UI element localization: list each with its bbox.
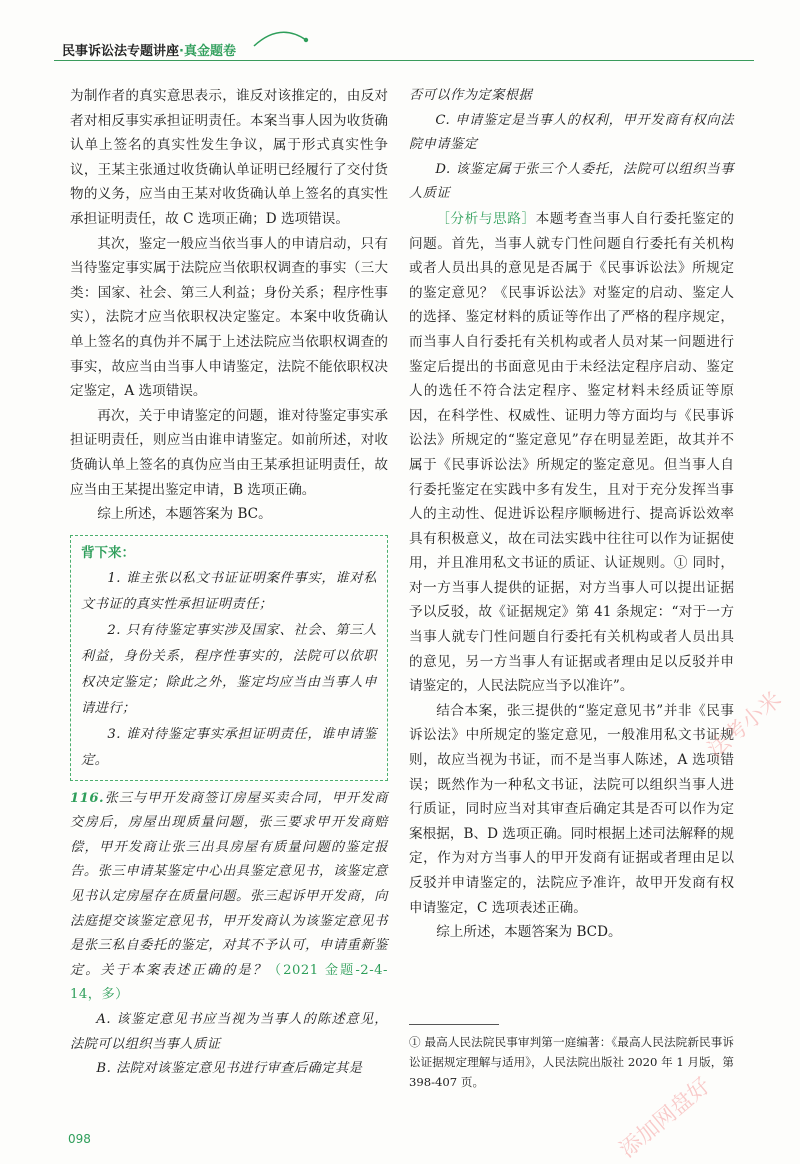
option-b-continued: 否可以作为定案根据: [409, 88, 533, 103]
option-a: A. 该鉴定意见书应当视为当事人的陈述意见，法院可以组织当事人质证: [70, 1012, 388, 1052]
watermark-1: 法考小米: [703, 687, 787, 763]
memorize-item-3: 3. 谁对待鉴定事实承担证明责任，谁申请鉴定。: [81, 726, 377, 768]
memorize-box-title: 背下来：: [81, 544, 135, 561]
header-title-sub: 真金题卷: [183, 44, 236, 59]
watermark-2: 添加网盘好: [615, 1073, 716, 1163]
left-paragraph-1: 为制作者的真实意思表示，谁反对该推定的，由反对者对相反事实承担证明责任。本案当事人因为收货确认单上签名的真实性发生争议，属于形式真实性争议，王某主张通过收货确认单证明已经履行了交付货物的义务，应当由王某对收货确认单上签名的真实性承担证明责任，故 C 选项正确；D 选项错误。: [70, 88, 388, 227]
page-header: [54, 36, 754, 66]
memorize-item-1: 1. 谁主张以私文书证证明案件事实，谁对私文书证的真实性承担证明责任；: [81, 570, 377, 612]
analysis-text: 本题考查当事人自行委托鉴定的问题。首先，当事人就专门性问题自行委托有关机构或者人员出具的意见是否属于《民事诉讼法》所规定的鉴定意见？《民事诉讼法》对鉴定的启动、鉴定人的选择、鉴定材料的质证等作出了严格的程序规定，而当事人自行委托有关机构或者人员对某一问题进行鉴定后提出的书面意见由于未经法定程序启动、鉴定人的选任不符合法定程序、鉴定材料未经质证等原因，在科学性、权威性、证明力等方面均与《民事诉讼法》所规定的“鉴定意见”存在明显差距，故其并不属于《民事诉讼法》所规定的鉴定意见。但当事人自行委托鉴定在实践中多有发生，且对于充分发挥当事人的主动性、促进诉讼程序顺畅进行、提高诉讼效率具有积极意义，故在司法实践中往往可以作为证据使用，并且准用私文书证的质证、认证规则。① 同时，对一方当事人提供的证据，对方当事人可以提出证据予以反驳，故《证据规定》第 41 条规定：“对于一方当事人就专门性问题自行委托有关机构或者人员出具的意见，另一方当事人有证据或者理由足以反驳并申请鉴定的，人民法院应当予以准许”。: [409, 210, 735, 695]
option-b: B. 法院对该鉴定意见书进行审查后确定其是: [96, 1061, 363, 1077]
footnote-rule: [409, 1024, 499, 1025]
option-c: C. 申请鉴定是当事人的权利，甲开发商有权向法院申请鉴定: [409, 112, 734, 153]
question-text: 张三与甲开发商签订房屋买卖合同，甲开发商交房后，房屋出现质量问题，张三要求甲开发商赔偿，甲开发商让张三出具房屋有质量问题的鉴定报告。张三申请某鉴定中心出具鉴定意见书，该鉴定意见书认定房屋存在质量问题。张三起诉甲开发商，向法庭提交该鉴定意见书，甲开发商认为该鉴定意见书是张三私自委托的鉴定，对其不予认可，申请重新鉴定。关于本案表述正确的是？: [70, 790, 388, 978]
analysis-paragraph-1: [409, 207, 734, 699]
header-title-sep: ·: [179, 44, 184, 59]
right-column: [409, 84, 734, 945]
left-paragraph-3: 再次，关于申请鉴定的问题，谁对待鉴定事实承担证明责任，则应当由谁申请鉴定。如前所述，对收货确认单上签名的真伪应当由王某承担证明责任，故应当由王某提出鉴定申请，B 选项正确。: [70, 407, 388, 498]
memorize-box: [70, 535, 388, 781]
left-column: [70, 84, 388, 1082]
page-number: 098: [68, 1132, 91, 1146]
header-arc-decoration: [250, 26, 310, 48]
left-paragraph-2: 其次，鉴定一般应当依当事人的申请启动，只有当待鉴定事实属于法院应当依职权调查的事实（三大类：国家、社会、第三人利益；身份关系；程序性事实），法院才应当依职权决定鉴定。本案中收货确认单上签名的真伪并不属于上述法院应当依职权调查的事实，故应当由当事人申请鉴定，法院不能依职权决定鉴定，A 选项错误。: [70, 235, 388, 400]
option-d: D. 该鉴定属于张三个人委托，法院可以组织当事人质证: [409, 161, 734, 202]
analysis-paragraph-3: 综上所述，本题答案为 BCD。: [436, 924, 622, 941]
question-source: （2021 金题-2-4-14，多）: [70, 962, 388, 1003]
analysis-tag: ［分析与思路］: [436, 210, 536, 227]
question-number: 116.: [70, 790, 105, 806]
question-116: [70, 787, 388, 1008]
header-title: [62, 40, 236, 59]
header-rule: [54, 60, 754, 61]
header-title-main: 民事诉讼法专题讲座: [62, 44, 180, 59]
memorize-item-2: 2. 只有待鉴定事实涉及国家、社会、第三人利益，身份关系，程序性事实的，法院可以依职权决定鉴定；除此之外，鉴定均应当由当事人申请进行；: [81, 622, 377, 716]
left-paragraph-4: 综上所述，本题答案为 BC。: [97, 506, 272, 523]
footnote: ① 最高人民法院民事审判第一庭编著：《最高人民法院新民事诉讼证据规定理解与适用》，人民法院出版社 2020 年 1 月版，第 398-407 页。: [409, 1035, 734, 1089]
analysis-paragraph-2: 结合本案，张三提供的“鉴定意见书”并非《民事诉讼法》中所规定的鉴定意见，一般准用私文书证规则，故应当视为书证，而不是当事人陈述，A 选项错误；既然作为一种私文书证，法院可以组织当事人进行质证，同时应当对其审查后确定其是否可以作为定案根据，B、D 选项正确。同时根据上述司法解释的规定，作为对方当事人的甲开发商有证据或者理由足以反驳并申请鉴定的，法院应予准许，故甲开发商有权申请鉴定，C 选项表述正确。: [409, 702, 734, 916]
